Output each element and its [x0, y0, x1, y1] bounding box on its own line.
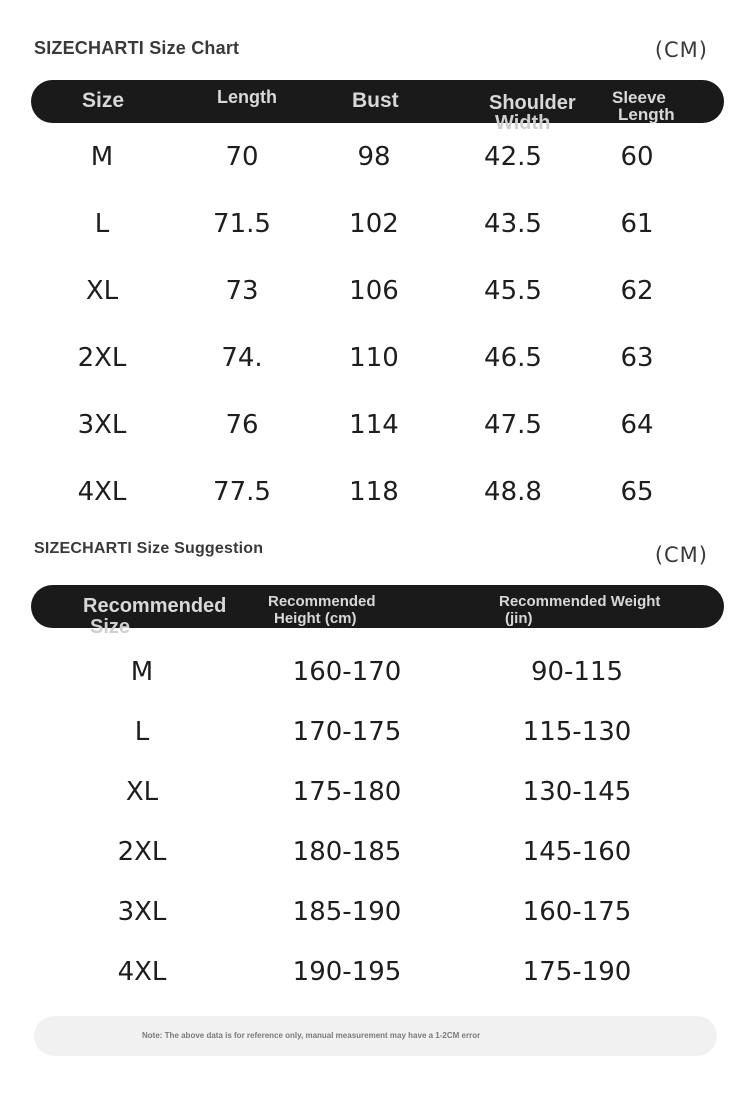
header-rec-height-line1: Recommended [268, 593, 376, 610]
header-bust: Bust [352, 89, 399, 112]
cell-sleeve: 64 [620, 410, 654, 440]
cell-size: 4XL [77, 477, 127, 507]
cell-height: 170-175 [292, 717, 402, 747]
size-chart-title: SIZECHARTI Size Chart [34, 38, 240, 58]
header-rec-size-line2: Size [90, 616, 131, 638]
cell-length: 74. [221, 343, 263, 373]
size-chart-header [31, 80, 724, 134]
cell-size: M [130, 657, 154, 687]
cell-weight: 160-175 [522, 897, 632, 927]
header-sleeve-length [612, 89, 675, 123]
cell-weight: 145-160 [522, 837, 632, 867]
cell-height: 175-180 [292, 777, 402, 807]
header-rec-weight-line2: (jin) [505, 610, 533, 627]
header-size: Size [82, 89, 125, 112]
size-suggestion-unit: (CM) [654, 543, 708, 567]
cell-shoulder: 47.5 [484, 410, 542, 440]
note-text: Note: The above data is for reference only, manual measurement may have a 1-2CM error [142, 1031, 481, 1040]
table-row [0, 276, 750, 316]
cell-sleeve: 63 [620, 343, 654, 373]
cell-bust: 118 [349, 477, 399, 507]
cell-length: 73 [225, 276, 259, 306]
cell-height: 190-195 [292, 957, 402, 987]
cell-sleeve: 65 [620, 477, 654, 507]
size-chart-unit: (CM) [654, 38, 708, 62]
cell-size: L [94, 209, 110, 239]
cell-sleeve: 61 [620, 209, 654, 239]
cell-bust: 110 [349, 343, 399, 373]
table-row [0, 142, 750, 182]
cell-bust: 106 [349, 276, 399, 306]
table-row [0, 897, 750, 937]
header-rec-size-line1: Recommended [83, 595, 227, 617]
cell-shoulder: 46.5 [484, 343, 542, 373]
header-recommended-height [268, 593, 376, 627]
header-shoulder-line1: Shoulder [489, 92, 576, 114]
cell-size: M [90, 142, 114, 172]
cell-height: 160-170 [292, 657, 402, 687]
cell-length: 71.5 [213, 209, 271, 239]
cell-shoulder: 48.8 [484, 477, 542, 507]
header-shoulder-line2: Width [495, 112, 551, 134]
table-row [0, 957, 750, 997]
cell-size: 3XL [117, 897, 167, 927]
header-recommended-size [83, 596, 226, 638]
cell-shoulder: 45.5 [484, 276, 542, 306]
cell-size: 4XL [117, 957, 167, 987]
cell-bust: 98 [357, 142, 391, 172]
table-row [0, 410, 750, 450]
header-length: Length [217, 87, 277, 107]
cell-size: L [134, 717, 150, 747]
note-box [34, 1016, 717, 1056]
table-row [0, 837, 750, 877]
cell-size: XL [125, 777, 159, 807]
table-row [0, 343, 750, 383]
cell-weight: 130-145 [522, 777, 632, 807]
cell-weight: 90-115 [530, 657, 624, 687]
size-suggestion-title: SIZECHARTI Size Suggestion [34, 540, 264, 557]
cell-height: 180-185 [292, 837, 402, 867]
table-row [0, 477, 750, 517]
cell-size: 2XL [77, 343, 127, 373]
cell-sleeve: 62 [620, 276, 654, 306]
table-row [0, 209, 750, 249]
header-sleeve-line2: Length [618, 105, 675, 124]
cell-weight: 175-190 [522, 957, 632, 987]
header-recommended-weight [499, 593, 660, 627]
header-shoulder-width [489, 93, 576, 133]
header-rec-weight-line1: Recommended Weight [499, 593, 661, 610]
cell-length: 77.5 [213, 477, 271, 507]
cell-shoulder: 43.5 [484, 209, 542, 239]
cell-bust: 102 [349, 209, 399, 239]
header-sleeve-line1: Sleeve [612, 88, 666, 107]
cell-weight: 115-130 [522, 717, 632, 747]
cell-bust: 114 [349, 410, 399, 440]
cell-length: 70 [225, 142, 259, 172]
cell-length: 76 [225, 410, 259, 440]
cell-sleeve: 60 [620, 142, 654, 172]
header-rec-height-line2: Height (cm) [274, 610, 357, 627]
cell-height: 185-190 [292, 897, 402, 927]
cell-size: 3XL [77, 410, 127, 440]
table-row [0, 777, 750, 817]
cell-size: 2XL [117, 837, 167, 867]
size-suggestion-header [31, 585, 724, 638]
cell-shoulder: 42.5 [484, 142, 542, 172]
table-row [0, 657, 750, 697]
cell-size: XL [85, 276, 119, 306]
table-row [0, 717, 750, 757]
